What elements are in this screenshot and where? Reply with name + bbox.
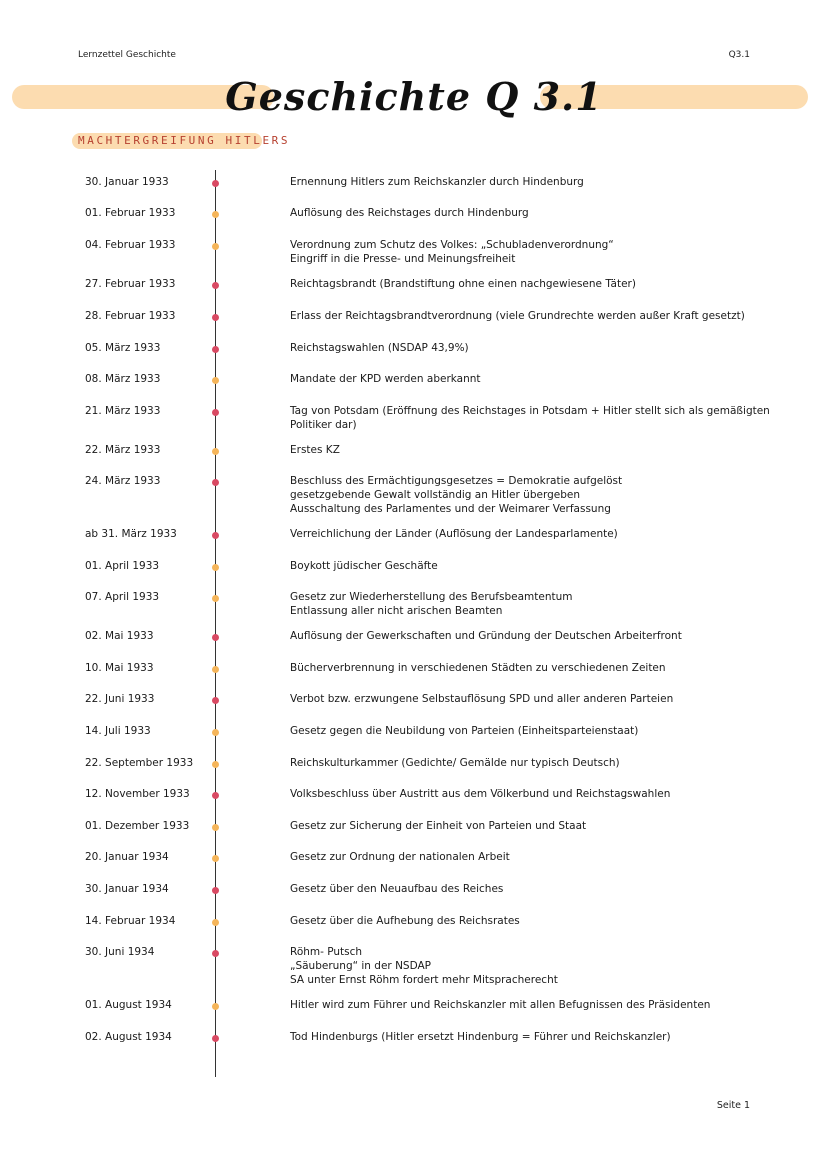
timeline-dot [212, 564, 219, 571]
event-description-line: Auflösung des Reichstages durch Hindenburg [290, 207, 529, 219]
event-date: 10. Mai 1933 [85, 662, 154, 674]
event-description [290, 819, 586, 833]
event-description-line: Auflösung der Gewerkschaften und Gründung der Deutschen Arbeiterfront [290, 630, 682, 642]
event-description-line: Gesetz über die Aufhebung des Reichsrates [290, 915, 520, 927]
event-date: 20. Januar 1934 [85, 851, 169, 863]
timeline-dot [212, 761, 219, 768]
event-date: ab 31. März 1933 [85, 528, 177, 540]
event-description-line: Verordnung zum Schutz des Volkes: „Schubladenverordnung“ [290, 239, 614, 251]
timeline-dot [212, 1035, 219, 1042]
event-date: 30. Juni 1934 [85, 946, 155, 958]
header-subject: Lernzettel Geschichte [78, 50, 176, 60]
event-description-line: Gesetz gegen die Neubildung von Parteien (Einheitsparteienstaat) [290, 725, 639, 737]
event-date: 12. November 1933 [85, 788, 190, 800]
timeline-dot [212, 887, 219, 894]
event-description-line: Gesetz zur Sicherung der Einheit von Parteien und Staat [290, 820, 587, 832]
event-date: 02. Mai 1933 [85, 630, 154, 642]
event-description-line: Erstes KZ [290, 444, 340, 456]
event-description-line: Röhm- Putsch [290, 946, 363, 958]
event-description-line: Ernennung Hitlers zum Reichskanzler durch Hindenburg [290, 176, 584, 188]
timeline-dot [212, 697, 219, 704]
timeline-dot [212, 532, 219, 539]
event-date: 08. März 1933 [85, 373, 161, 385]
event-description-line: SA unter Ernst Röhm fordert mehr Mitspracherecht [290, 974, 558, 986]
event-description-line: gesetzgebende Gewalt vollständig an Hitler übergeben [290, 489, 580, 501]
event-date: 01. Februar 1933 [85, 207, 176, 219]
event-description-line: Tag von Potsdam (Eröffnung des Reichstages in Potsdam + Hitler stellt sich als gemäßigten [290, 405, 770, 417]
event-description-line: Entlassung aller nicht arischen Beamten [290, 605, 503, 617]
event-description [290, 175, 584, 189]
event-description-line: „Säuberung“ in der NSDAP [290, 960, 432, 972]
event-date: 27. Februar 1933 [85, 278, 176, 290]
header-course: Q3.1 [728, 50, 750, 60]
event-description-line: Volksbeschluss über Austritt aus dem Völkerbund und Reichstagswahlen [290, 788, 671, 800]
event-description-line: Gesetz zur Wiederherstellung des Berufsbeamtentum [290, 591, 573, 603]
timeline-dot [212, 595, 219, 602]
event-description-line: Reichskulturkammer (Gedichte/ Gemälde nur typisch Deutsch) [290, 757, 620, 769]
event-description-line: Verreichlichung der Länder (Auflösung der Landesparlamente) [290, 528, 618, 540]
event-description-line: Politiker dar) [290, 419, 357, 431]
timeline-dot [212, 919, 219, 926]
event-description [290, 372, 481, 386]
event-date: 28. Februar 1933 [85, 310, 176, 322]
event-description [290, 527, 618, 541]
timeline-dot [212, 346, 219, 353]
event-description [290, 882, 503, 896]
event-description-line: Verbot bzw. erzwungene Selbstauflösung SPD und aller anderen Parteien [290, 693, 674, 705]
event-description [290, 474, 622, 516]
event-description-line: Boykott jüdischer Geschäfte [290, 560, 438, 572]
event-date: 02. August 1934 [85, 1031, 172, 1043]
timeline-dot [212, 211, 219, 218]
event-description [290, 1030, 671, 1044]
event-date: 01. August 1934 [85, 999, 172, 1011]
event-description [290, 404, 770, 432]
timeline-dot [212, 314, 219, 321]
event-description [290, 945, 558, 987]
timeline-dot [212, 282, 219, 289]
event-description [290, 238, 614, 266]
event-description-line: Hitler wird zum Führer und Reichskanzler mit allen Befugnissen des Präsidenten [290, 999, 711, 1011]
event-description [290, 590, 572, 618]
timeline-dot [212, 243, 219, 250]
timeline-dot [212, 855, 219, 862]
event-description [290, 661, 666, 675]
event-description [290, 309, 745, 323]
event-description-line: Reichstagswahlen (NSDAP 43,9%) [290, 342, 469, 354]
event-description-line: Erlass der Reichtagsbrandtverordnung (viele Grundrechte werden außer Kraft gesetzt) [290, 310, 745, 322]
timeline-line [215, 170, 216, 1077]
timeline-dot [212, 824, 219, 831]
timeline-dot [212, 666, 219, 673]
event-description [290, 443, 340, 457]
event-description [290, 206, 529, 220]
event-description [290, 277, 636, 291]
event-description [290, 724, 638, 738]
event-date: 14. Juli 1933 [85, 725, 151, 737]
page-number: Seite 1 [716, 1100, 750, 1111]
event-description [290, 914, 520, 928]
section-title: MACHTERGREIFUNG HITLERS [78, 134, 291, 147]
event-description-line: Gesetz zur Ordnung der nationalen Arbeit [290, 851, 510, 863]
event-description-line: Eingriff in die Presse- und Meinungsfreiheit [290, 253, 516, 265]
timeline-dot [212, 950, 219, 957]
timeline-dot [212, 409, 219, 416]
timeline-dot [212, 1003, 219, 1010]
event-description [290, 787, 670, 801]
timeline-dot [212, 634, 219, 641]
timeline-dot [212, 479, 219, 486]
event-description [290, 756, 620, 770]
timeline-dot [212, 448, 219, 455]
timeline-dot [212, 729, 219, 736]
event-description [290, 692, 673, 706]
event-description-line: Mandate der KPD werden aberkannt [290, 373, 481, 385]
event-description-line: Gesetz über den Neuaufbau des Reiches [290, 883, 504, 895]
event-description-line: Beschluss des Ermächtigungsgesetzes = Demokratie aufgelöst [290, 475, 623, 487]
timeline-dot [212, 377, 219, 384]
event-description [290, 998, 710, 1012]
event-description-line: Reichtagsbrandt (Brandstiftung ohne einen nachgewiesene Täter) [290, 278, 636, 290]
event-description [290, 629, 682, 643]
page-title: Geschichte Q 3.1 [225, 74, 603, 119]
event-date: 22. Juni 1933 [85, 693, 155, 705]
timeline-dot [212, 180, 219, 187]
timeline-dot [212, 792, 219, 799]
event-description [290, 850, 510, 864]
event-date: 30. Januar 1934 [85, 883, 169, 895]
event-date: 22. März 1933 [85, 444, 161, 456]
event-date: 01. April 1933 [85, 560, 160, 572]
event-date: 05. März 1933 [85, 342, 161, 354]
event-date: 14. Februar 1934 [85, 915, 176, 927]
event-description-line: Bücherverbrennung in verschiedenen Städten zu verschiedenen Zeiten [290, 662, 666, 674]
event-date: 22. September 1933 [85, 757, 194, 769]
event-date: 30. Januar 1933 [85, 176, 169, 188]
event-date: 21. März 1933 [85, 405, 161, 417]
event-date: 07. April 1933 [85, 591, 160, 603]
event-description [290, 559, 438, 573]
event-description [290, 341, 469, 355]
event-date: 01. Dezember 1933 [85, 820, 190, 832]
event-date: 24. März 1933 [85, 475, 161, 487]
event-description-line: Ausschaltung des Parlamentes und der Weimarer Verfassung [290, 503, 611, 515]
event-date: 04. Februar 1933 [85, 239, 176, 251]
event-description-line: Tod Hindenburgs (Hitler ersetzt Hindenburg = Führer und Reichskanzler) [290, 1031, 671, 1043]
